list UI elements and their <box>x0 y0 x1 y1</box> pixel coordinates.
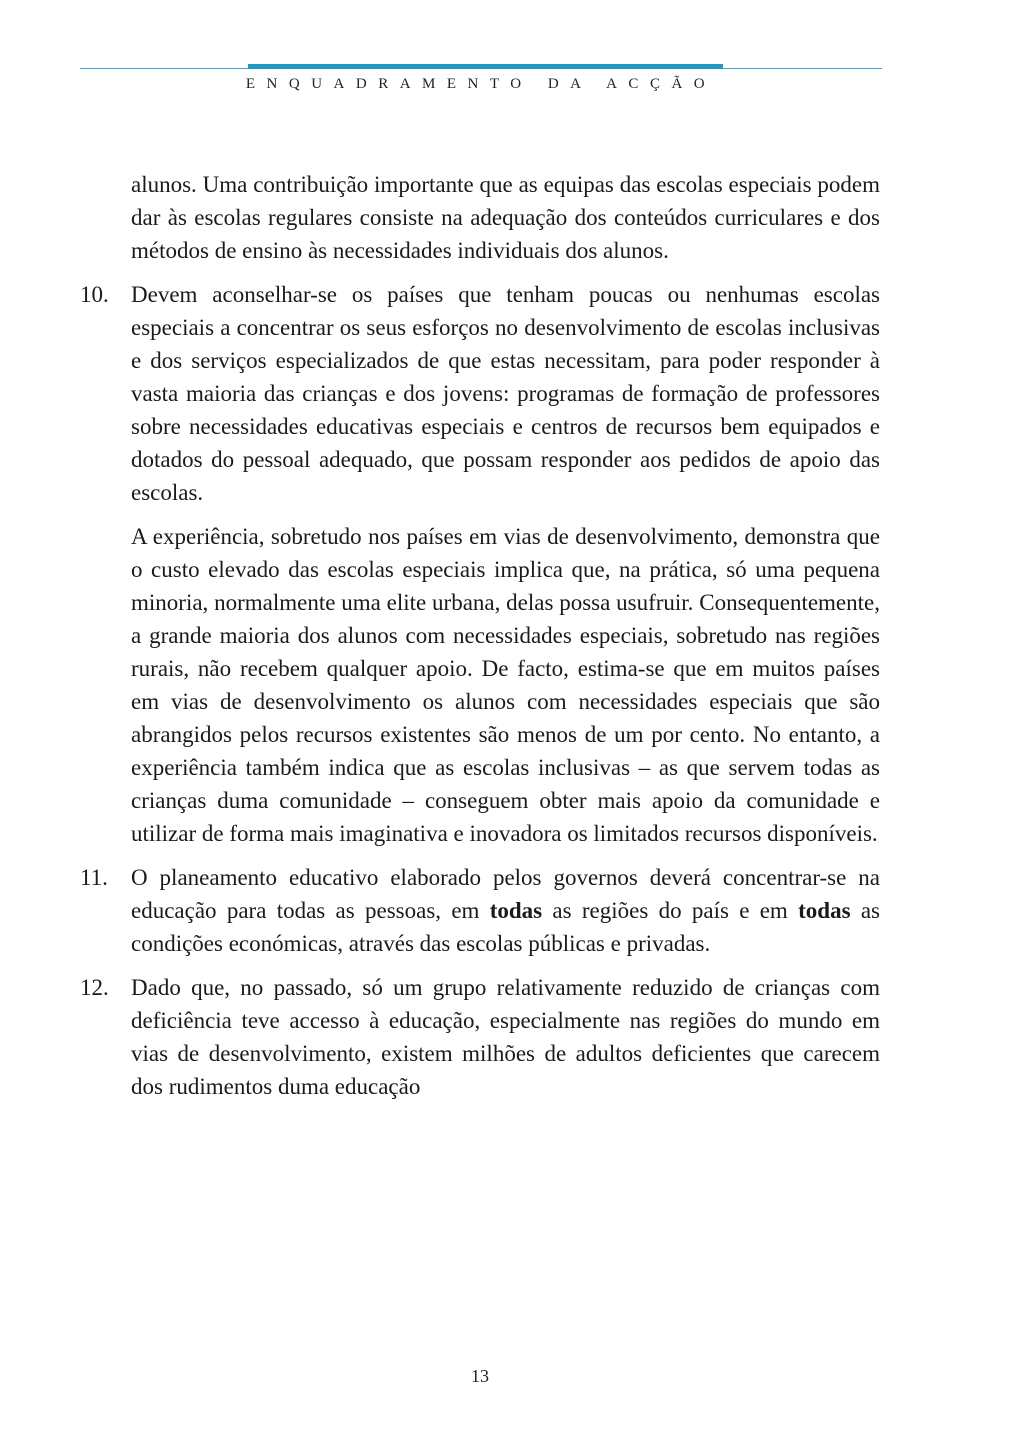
paragraph-number: 11. <box>80 865 108 890</box>
paragraph-11 <box>80 861 880 960</box>
paragraph-text: Devem aconselhar-se os países que tenham poucas ou nenhumas escolas especiais a concentrar os seus esforços no desenvolvimento de escolas inclusivas e dos serviços especializados de que estas necessitam, para poder responder à vasta maioria das crianças e dos jovens: programas de formação de professores sobre necessidades educativas especiais e centros de recursos bem equipados e dotados do pessoal adequado, que possam responder aos pedidos de apoio das escolas. <box>131 282 880 505</box>
paragraph-text: O planeamento educativo elaborado pelos governos deverá concentrar-se na educação para todas as pessoas, em <box>131 865 880 923</box>
paragraph-10 <box>80 278 880 509</box>
header-rule-accent <box>248 64 723 69</box>
paragraph-number: 10. <box>80 282 109 307</box>
page-number: 13 <box>471 1366 489 1386</box>
page-body <box>80 168 880 1114</box>
paragraph-text: Dado que, no passado, só um grupo relativamente reduzido de crianças com deficiência teve accesso à educação, especialmente nas regiões do mundo em vias de desenvolvimento, existem milhões de adultos deficientes que carecem dos rudimentos duma educação <box>131 975 880 1099</box>
paragraph-text: as condições económicas, através das escolas públicas e privadas. <box>131 898 880 956</box>
paragraph-12 <box>80 971 880 1103</box>
paragraph-text: A experiência, sobretudo nos países em vias de desenvolvimento, demonstra que o custo elevado das escolas especiais implica que, na prática, só uma pequena minoria, normalmente uma elite urbana, delas possa usufruir. Consequentemente, a grande maioria dos alunos com necessidades especiais, sobretudo nas regiões rurais, não recebem qualquer apoio. De facto, estima-se que em muitos países em vias de desenvolvimento os alunos com necessidades especiais que são abrangidos pelos recursos existentes são menos de um por cento. No entanto, a experiência também indica que as escolas inclusivas – as que servem todas as crianças duma comunidade – conseguem obter mais apoio da comunidade e utilizar de forma mais imaginativa e inovadora os limitados recursos disponíveis. <box>131 524 880 846</box>
paragraph-text: alunos. Uma contribuição importante que as equipas das escolas especiais podem dar às escolas regulares consiste na adequação dos conteúdos curriculares e dos métodos de ensino às necessidades individuais dos alunos. <box>131 172 880 263</box>
running-title: ENQUADRAMENTO DA ACÇÃO <box>245 76 717 92</box>
paragraph-10-continued <box>80 520 880 850</box>
paragraph-continuation <box>80 168 880 267</box>
emphasis-todas: todas <box>798 898 851 923</box>
paragraph-text: as regiões do país e em <box>542 898 799 923</box>
paragraph-number: 12. <box>80 975 109 1000</box>
emphasis-todas: todas <box>489 898 543 923</box>
